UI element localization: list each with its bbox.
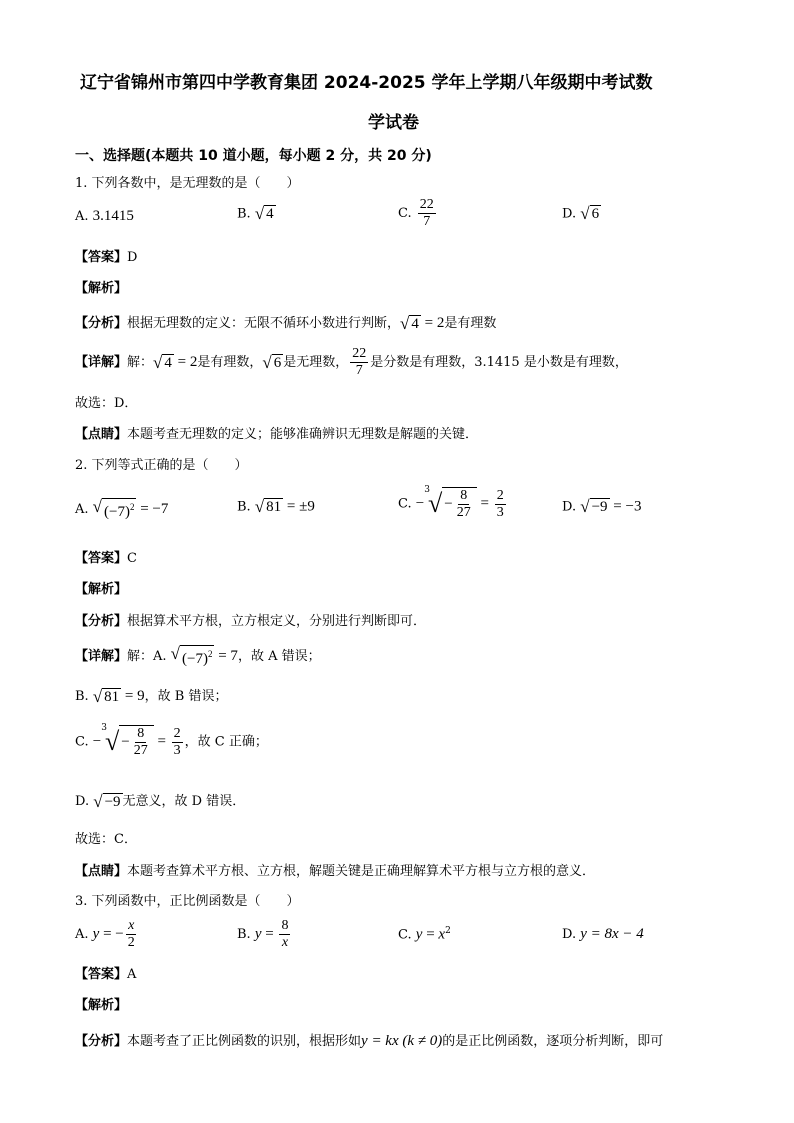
q1-a-label: A. bbox=[75, 209, 89, 224]
q2-b-label: B. bbox=[237, 499, 251, 515]
q2-xj-d-tail: 无意义，故 D 错误． bbox=[122, 794, 246, 809]
q2-c-sign: − bbox=[444, 495, 453, 512]
q2-option-c bbox=[398, 487, 508, 521]
q1-stem: 1. 下列各数中，是无理数的是（ ） bbox=[75, 176, 300, 191]
q1-c-numerator: 22 bbox=[419, 197, 434, 212]
q1-xiangjie bbox=[75, 342, 628, 383]
q1-xj-pre: 解： bbox=[127, 355, 154, 370]
q2-c-eq: = bbox=[476, 495, 493, 512]
q1-option-d bbox=[562, 205, 601, 223]
q2-xj-d bbox=[75, 790, 245, 811]
q3-b-label: B. bbox=[237, 927, 251, 942]
q3-option-a bbox=[75, 918, 139, 951]
q1-xj-eq1: = 2 bbox=[173, 354, 198, 370]
sqrt-expression: √ $(-7)^2$ bbox=[92, 497, 135, 520]
q3-option-c bbox=[398, 926, 451, 943]
q1-analysis-tag: 【解析】 bbox=[75, 281, 128, 296]
q3-answer-value: A bbox=[127, 967, 137, 982]
sqrt-expression: √ $(-7)^2$ bbox=[170, 644, 213, 667]
q3-fenxi-pre: 本题考查了正比例函数的识别，根据形如 bbox=[127, 1034, 362, 1049]
q2-xj-a-exponent: 2 bbox=[207, 649, 213, 659]
q1-c-denominator: 7 bbox=[423, 214, 431, 229]
q1-fenxi bbox=[75, 312, 496, 333]
answer-tag: 【答案】 bbox=[75, 551, 128, 566]
xiangjie-tag: 【详解】 bbox=[75, 649, 128, 664]
dianjing-tag: 【点睛】 bbox=[75, 864, 128, 879]
q2-dianjing-text: 本题考查算术平方根、立方根，解题关键是正确理解算术平方根与立方根的意义． bbox=[127, 864, 596, 879]
q3-fenxi-math: y = kx (k ≠ 0) bbox=[361, 1033, 443, 1049]
q2-xj-b bbox=[75, 685, 227, 706]
q2-fenxi-text: 根据算术平方根，立方根定义，分别进行判断即可． bbox=[127, 614, 427, 629]
q2-xj-c-label: C. bbox=[75, 734, 93, 750]
q2-c-numerator: 8 bbox=[460, 488, 468, 503]
q3-a-lhs: y bbox=[92, 926, 100, 942]
q2-stem: 2. 下列等式正确的是（ ） bbox=[75, 458, 248, 473]
q2-option-d bbox=[562, 498, 641, 516]
q1-answer bbox=[75, 246, 137, 265]
q2-analysis-tag: 【解析】 bbox=[75, 582, 128, 597]
q2-xj-c-tail: ，故 C 正确； bbox=[184, 734, 268, 750]
q2-d-radicand: −9 bbox=[591, 499, 608, 515]
q1-option-b bbox=[237, 205, 276, 223]
q2-d-label: D. bbox=[562, 499, 577, 515]
q1-fenxi-radicand: 4 bbox=[411, 315, 419, 332]
q2-option-b bbox=[237, 498, 315, 516]
cube-root-expression: √ − $\frac{8}{27}$ bbox=[105, 725, 154, 759]
q2-xj-c-rden: 3 bbox=[173, 742, 181, 758]
q3-b-lhs: y bbox=[254, 926, 262, 942]
q3-a-label: A. bbox=[75, 927, 89, 942]
q1-d-radicand: 6 bbox=[591, 206, 600, 222]
q2-xj-b-tail: ，故 B 错误； bbox=[144, 689, 228, 704]
fraction bbox=[350, 346, 368, 379]
q2-d-rhs: = −3 bbox=[609, 498, 642, 515]
q2-a-label: A. bbox=[75, 502, 89, 517]
q2-guxuan: 故选：C． bbox=[75, 832, 137, 847]
q2-a-inner: (−7) bbox=[104, 504, 130, 520]
q3-c-lhs: y bbox=[415, 926, 423, 943]
q3-c-exponent: 2 bbox=[445, 926, 451, 936]
q1-fenxi-eq: = 2 bbox=[420, 315, 445, 331]
q2-xj-b-radicand: 81 bbox=[104, 688, 120, 705]
sqrt-expression: √ −9 bbox=[93, 791, 121, 811]
q3-b-eq: = bbox=[261, 926, 278, 942]
sqrt-expression: √ −9 bbox=[580, 497, 608, 516]
q1-dianjing bbox=[75, 423, 478, 442]
q3-stem: 3. 下列函数中，正比例函数是（ ） bbox=[75, 894, 300, 909]
q1-a-value: 3.1415 bbox=[92, 208, 134, 224]
fenxi-tag: 【分析】 bbox=[75, 1034, 128, 1049]
cube-root-expression: √ − $\frac{8}{27}$ bbox=[428, 487, 477, 521]
q2-xj-c-denominator: 27 bbox=[133, 743, 148, 758]
q2-xj-c-rnum: 2 bbox=[173, 725, 181, 741]
sqrt-expression: √ 4 bbox=[400, 313, 419, 333]
q3-answer bbox=[75, 963, 136, 982]
q2-xiangjie bbox=[75, 645, 321, 668]
sqrt-expression: √ 81 bbox=[92, 686, 120, 706]
dianjing-tag: 【点睛】 bbox=[75, 427, 128, 442]
sqrt-expression: √ 4 bbox=[254, 204, 274, 223]
q2-xj-a-rhs: = 7 bbox=[214, 648, 238, 664]
q3-option-b bbox=[237, 918, 292, 951]
q3-fenxi bbox=[75, 1030, 663, 1050]
q1-guxuan: 故选：D． bbox=[75, 396, 138, 411]
q2-c-label: C. bbox=[398, 496, 412, 512]
q3-a-numerator: x bbox=[128, 918, 135, 933]
q2-c-denominator: 27 bbox=[456, 505, 471, 520]
q2-c-pre: − bbox=[415, 495, 425, 512]
q1-xj-text2: 是无理数， bbox=[283, 355, 349, 370]
q1-answer-value: D bbox=[127, 250, 138, 265]
sqrt-expression: √ 81 bbox=[254, 497, 282, 516]
q3-analysis-tag: 【解析】 bbox=[75, 998, 128, 1013]
q3-fenxi-tail: 的是正比例函数，逐项分析判断，即可 bbox=[442, 1034, 664, 1049]
sqrt-expression: √ 6 bbox=[580, 204, 600, 223]
q1-xj-text1: 是有理数， bbox=[197, 355, 263, 370]
sqrt-expression: √ 6 bbox=[262, 352, 282, 372]
q1-xj-numerator: 22 bbox=[352, 346, 367, 361]
page-title-line1: 辽宁省锦州市第四中学教育集团 2024-2025 学年上学期八年级期中考试数 bbox=[80, 73, 653, 93]
q1-fenxi-text: 根据无理数的定义：无限不循环小数进行判断， bbox=[127, 316, 401, 331]
q2-answer bbox=[75, 547, 137, 566]
q3-d-expression: y = 8x − 4 bbox=[580, 926, 644, 942]
q3-c-label: C. bbox=[398, 927, 412, 943]
q3-c-x: x bbox=[438, 926, 446, 943]
q2-xj-d-label: D. bbox=[75, 794, 94, 809]
q1-xj-denominator: 7 bbox=[355, 363, 363, 378]
q3-d-label: D. bbox=[562, 927, 577, 942]
q2-xj-pre: 解：A. bbox=[127, 649, 171, 664]
q3-b-denominator: x bbox=[281, 935, 289, 950]
q2-xj-c-index: 3 bbox=[101, 723, 107, 733]
q1-d-label: D. bbox=[562, 206, 577, 222]
q1-dianjing-text: 本题考查无理数的定义；能够准确辨识无理数是解题的关键． bbox=[127, 427, 479, 442]
q1-xj-radicand2: 6 bbox=[273, 354, 282, 371]
q2-xj-c-pre: − bbox=[92, 733, 102, 750]
q1-b-label: B. bbox=[237, 206, 251, 222]
xiangjie-tag: 【详解】 bbox=[75, 355, 128, 370]
sqrt-expression: √ 4 bbox=[153, 352, 172, 372]
q2-xj-c-sign: − bbox=[121, 733, 130, 750]
q2-xj-c-numerator: 8 bbox=[137, 726, 145, 741]
page-title-line2: 学试卷 bbox=[368, 113, 419, 133]
q2-answer-value: C bbox=[127, 551, 137, 566]
q3-a-denominator: 2 bbox=[127, 935, 135, 950]
q2-option-a bbox=[75, 498, 168, 521]
q2-b-rhs: = ±9 bbox=[283, 498, 315, 515]
answer-tag: 【答案】 bbox=[75, 967, 128, 982]
q2-xj-a-inner: (−7) bbox=[182, 651, 208, 667]
q2-b-radicand: 81 bbox=[266, 499, 282, 515]
fenxi-tag: 【分析】 bbox=[75, 614, 128, 629]
q2-c-rden: 3 bbox=[496, 504, 504, 520]
fraction bbox=[418, 197, 436, 230]
q1-c-label: C. bbox=[398, 206, 412, 221]
q2-fenxi bbox=[75, 610, 426, 629]
answer-tag: 【答案】 bbox=[75, 250, 128, 265]
q1-option-c bbox=[398, 197, 438, 230]
q2-c-index: 3 bbox=[424, 485, 430, 495]
q2-xj-d-radicand: −9 bbox=[104, 793, 121, 810]
q3-b-numerator: 8 bbox=[281, 918, 289, 933]
q2-c-rnum: 2 bbox=[496, 487, 504, 503]
section-heading: 一、选择题(本题共 10 道小题，每小题 2 分，共 20 分) bbox=[75, 148, 432, 164]
q1-xj-radicand1: 4 bbox=[164, 354, 172, 371]
q2-xj-c-eq: = bbox=[153, 733, 170, 750]
q2-xj-b-rhs: = 9 bbox=[121, 688, 145, 704]
q1-xj-text3: 是分数是有理数，3.1415 是小数是有理数， bbox=[370, 355, 628, 370]
q1-b-radicand: 4 bbox=[266, 206, 274, 222]
q2-xj-b-label: B. bbox=[75, 689, 93, 704]
q2-dianjing bbox=[75, 860, 595, 879]
q3-option-d bbox=[562, 926, 644, 943]
q1-option-a bbox=[75, 208, 134, 225]
q3-a-eq: = − bbox=[99, 926, 124, 942]
fenxi-tag: 【分析】 bbox=[75, 316, 128, 331]
q3-c-eq: = bbox=[422, 926, 439, 943]
q2-xj-c bbox=[75, 725, 268, 759]
q2-a-exponent: 2 bbox=[129, 502, 135, 512]
q2-xj-a-tail: ，故 A 错误； bbox=[237, 649, 321, 664]
q2-a-rhs: = −7 bbox=[136, 501, 169, 517]
q1-fenxi-tail: 是有理数 bbox=[444, 316, 497, 331]
